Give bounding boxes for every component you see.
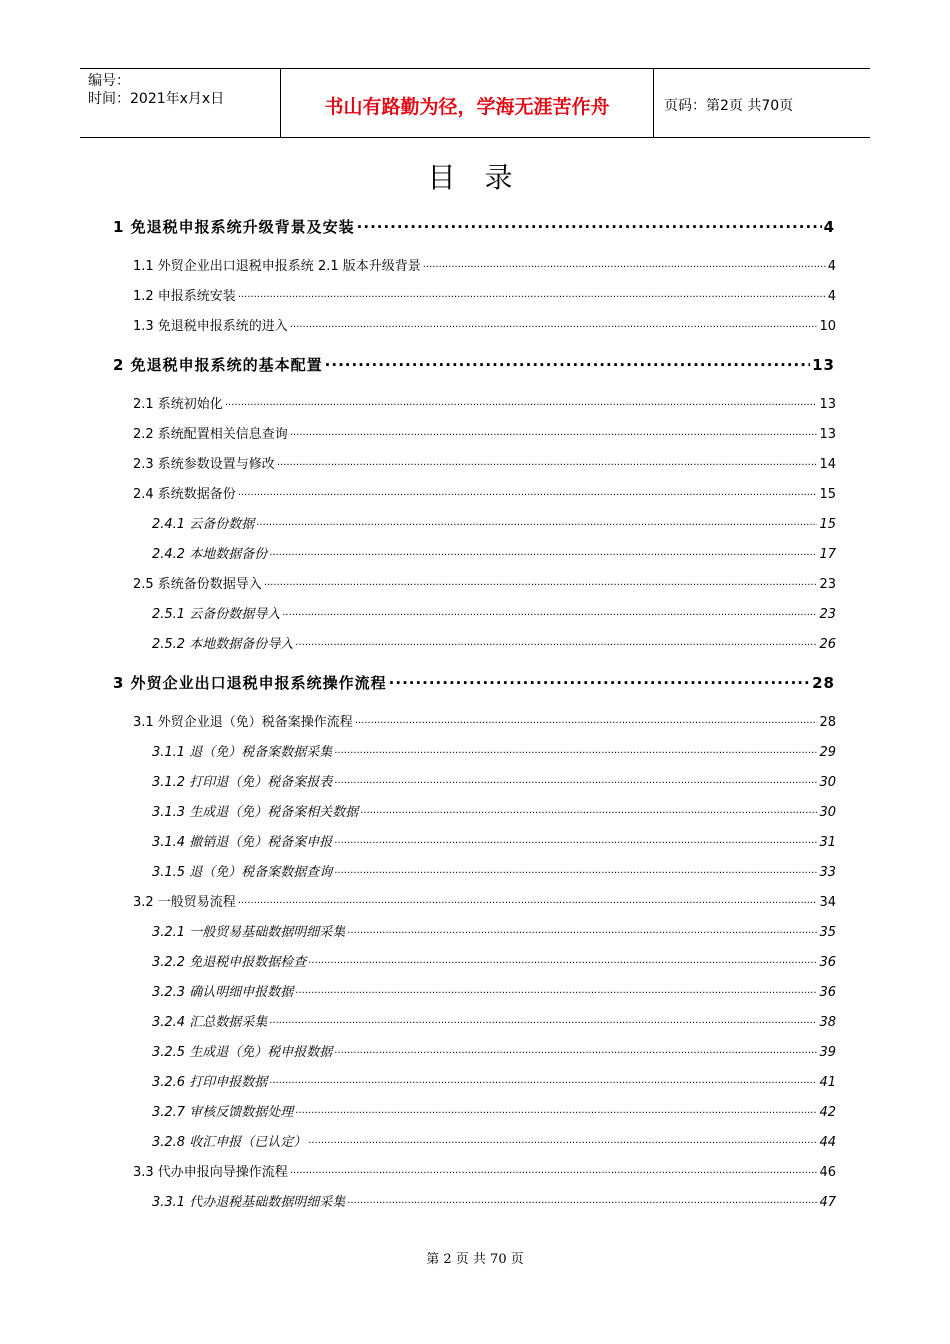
toc-dot-leader xyxy=(357,217,822,232)
toc-entry-label: 2.3 系统参数设置与修改 xyxy=(133,457,275,472)
toc-entry-label: 3.2.1 一般贸易基础数据明细采集 xyxy=(152,925,346,940)
toc-title: 目 录 xyxy=(427,161,523,194)
toc-entry-level-3[interactable] xyxy=(152,513,836,532)
toc-entry-level-2[interactable] xyxy=(133,255,836,274)
toc-entry-level-3[interactable] xyxy=(152,543,836,562)
toc-entry-level-1[interactable] xyxy=(113,672,835,693)
toc-entry-label: 2.1 系统初始化 xyxy=(133,397,223,412)
toc-entry-level-3[interactable] xyxy=(152,771,836,790)
toc-entry-label: 3.3 代办申报向导操作流程 xyxy=(133,1165,288,1180)
toc-entry-page-number: 14 xyxy=(819,457,836,472)
toc-dot-leader xyxy=(295,983,817,996)
toc-entry-page-number: 30 xyxy=(819,805,836,820)
toc-entry-level-2[interactable] xyxy=(133,285,836,304)
toc-entry-label: 2.5 系统备份数据导入 xyxy=(133,577,262,592)
toc-entry-page-number: 36 xyxy=(819,955,836,970)
toc-entry-level-2[interactable] xyxy=(133,315,836,334)
toc-entry-level-3[interactable] xyxy=(152,1011,836,1030)
toc-entry-page-number: 10 xyxy=(819,319,836,334)
toc-dot-leader xyxy=(269,1073,817,1086)
toc-entry-label: 3.1.2 打印退（免）税备案报表 xyxy=(152,775,333,790)
toc-entry-label: 2.5.2 本地数据备份导入 xyxy=(152,637,294,652)
toc-entry-label: 3.1.1 退（免）税备案数据采集 xyxy=(152,745,333,760)
toc-entry-level-3[interactable] xyxy=(152,861,836,880)
toc-dot-leader xyxy=(334,863,817,876)
toc-dot-leader xyxy=(290,317,818,330)
toc-dot-leader xyxy=(269,1013,817,1026)
toc-entry-page-number: 23 xyxy=(819,607,836,622)
toc-entry-label: 3.2.2 免退税申报数据检查 xyxy=(152,955,307,970)
toc-dot-leader xyxy=(308,1133,817,1146)
toc-entry-page-number: 15 xyxy=(819,517,836,532)
toc-entry-page-number: 47 xyxy=(819,1195,836,1210)
toc-entry-page-number: 30 xyxy=(819,775,836,790)
toc-entry-label: 2.4.1 云备份数据 xyxy=(152,517,255,532)
toc-entry-label: 1.3 免退税申报系统的进入 xyxy=(133,319,288,334)
toc-entry-page-number: 23 xyxy=(819,577,836,592)
toc-dot-leader xyxy=(334,1043,817,1056)
toc-entry-label: 2.4 系统数据备份 xyxy=(133,487,236,502)
toc-dot-leader xyxy=(277,455,818,468)
toc-entry-level-1[interactable] xyxy=(113,216,835,237)
toc-dot-leader xyxy=(389,673,810,688)
toc-entry-level-3[interactable] xyxy=(152,1071,836,1090)
toc-entry-level-3[interactable] xyxy=(152,951,836,970)
toc-entry-level-3[interactable] xyxy=(152,1041,836,1060)
toc-dot-leader xyxy=(238,893,818,906)
toc-dot-leader xyxy=(238,485,818,498)
toc-entry-level-3[interactable] xyxy=(152,1131,836,1150)
toc-entry-label: 3.1.4 撤销退（免）税备案申报 xyxy=(152,835,333,850)
number-label: 编号： xyxy=(88,73,130,89)
toc-dot-leader xyxy=(290,1163,818,1176)
toc-entry-page-number: 13 xyxy=(812,356,835,374)
toc-entry-level-3[interactable] xyxy=(152,921,836,940)
toc-entry-level-3[interactable] xyxy=(152,1101,836,1120)
toc-entry-page-number: 29 xyxy=(819,745,836,760)
toc-entry-level-3[interactable] xyxy=(152,603,836,622)
toc-entry-label: 3.2.6 打印申报数据 xyxy=(152,1075,268,1090)
toc-entry-page-number: 46 xyxy=(819,1165,836,1180)
toc-entry-page-number: 28 xyxy=(812,674,835,692)
time-label: 时间：2021年x月x日 xyxy=(88,91,225,107)
toc-entry-page-number: 34 xyxy=(819,895,836,910)
toc-entry-page-number: 17 xyxy=(819,547,836,562)
toc-entry-page-number: 28 xyxy=(819,715,836,730)
toc-entry-page-number: 35 xyxy=(819,925,836,940)
toc-entry-page-number: 44 xyxy=(819,1135,836,1150)
toc-entry-level-3[interactable] xyxy=(152,801,836,820)
toc-dot-leader xyxy=(334,833,817,846)
toc-entry-label: 3.1 外贸企业退（免）税备案操作流程 xyxy=(133,715,353,730)
toc-entry-level-2[interactable] xyxy=(133,711,836,730)
toc-dot-leader xyxy=(295,635,817,648)
toc-dot-leader xyxy=(282,605,817,618)
toc-entry-label: 3.1.3 生成退（免）税备案相关数据 xyxy=(152,805,359,820)
toc-entry-level-2[interactable] xyxy=(133,393,836,412)
toc-entry-level-3[interactable] xyxy=(152,633,836,652)
toc-dot-leader xyxy=(334,773,817,786)
toc-entry-page-number: 42 xyxy=(819,1105,836,1120)
toc-dot-leader xyxy=(238,287,826,300)
toc-entry-level-3[interactable] xyxy=(152,1191,836,1210)
page-footer: 第 2 页 共 70 页 xyxy=(426,1252,524,1267)
toc-dot-leader xyxy=(264,575,818,588)
header-motto: 书山有路勤为径，学海无涯苦作舟 xyxy=(281,69,654,137)
toc-entry-page-number: 4 xyxy=(823,218,835,236)
toc-entry-page-number: 31 xyxy=(819,835,836,850)
toc-entry-label: 1.1 外贸企业出口退税申报系统 2.1 版本升级背景 xyxy=(133,259,421,274)
toc-dot-leader xyxy=(423,257,826,270)
toc-entry-page-number: 13 xyxy=(819,427,836,442)
toc-dot-leader xyxy=(347,1193,817,1206)
toc-dot-leader xyxy=(290,425,818,438)
toc-entry-page-number: 15 xyxy=(819,487,836,502)
toc-dot-leader xyxy=(269,545,817,558)
toc-entry-label: 2.2 系统配置相关信息查询 xyxy=(133,427,288,442)
toc-entry-label: 2.5.1 云备份数据导入 xyxy=(152,607,281,622)
toc-entry-label: 3.3.1 代办退税基础数据明细采集 xyxy=(152,1195,346,1210)
toc-dot-leader xyxy=(256,515,817,528)
toc-dot-leader xyxy=(308,953,817,966)
toc-entry-label: 3.2.3 确认明细申报数据 xyxy=(152,985,294,1000)
toc-entry-label: 1.2 申报系统安装 xyxy=(133,289,236,304)
toc-entry-level-2[interactable] xyxy=(133,453,836,472)
toc-entry-level-2[interactable] xyxy=(133,483,836,502)
toc-entry-level-3[interactable] xyxy=(152,831,836,850)
page-header xyxy=(80,68,870,138)
toc-entry-label: 3.1.5 退（免）税备案数据查询 xyxy=(152,865,333,880)
toc-entry-label: 3.2 一般贸易流程 xyxy=(133,895,236,910)
toc-entry-label: 2.4.2 本地数据备份 xyxy=(152,547,268,562)
toc-entry-label: 3.2.4 汇总数据采集 xyxy=(152,1015,268,1030)
toc-dot-leader xyxy=(225,395,818,408)
header-page-info: 页码：第2页 共70页 xyxy=(664,98,794,114)
toc-entry-level-2[interactable] xyxy=(133,573,836,592)
header-meta-cell xyxy=(80,69,281,137)
toc-entry-level-1[interactable] xyxy=(113,354,835,375)
toc-entry-label: 2 免退税申报系统的基本配置 xyxy=(113,356,323,374)
toc-dot-leader xyxy=(347,923,817,936)
toc-entry-level-2[interactable] xyxy=(133,891,836,910)
toc-entry-label: 1 免退税申报系统升级背景及安装 xyxy=(113,218,355,236)
toc-entry-label: 3.2.7 审核反馈数据处理 xyxy=(152,1105,294,1120)
toc-entry-page-number: 4 xyxy=(827,259,836,274)
toc-entry-page-number: 4 xyxy=(827,289,836,304)
toc-entry-page-number: 26 xyxy=(819,637,836,652)
toc-entry-label: 3 外贸企业出口退税申报系统操作流程 xyxy=(113,674,387,692)
toc-dot-leader xyxy=(355,713,818,726)
toc-entry-level-2[interactable] xyxy=(133,1161,836,1180)
toc-entry-level-3[interactable] xyxy=(152,981,836,1000)
toc-entry-page-number: 36 xyxy=(819,985,836,1000)
toc-dot-leader xyxy=(334,743,817,756)
toc-entry-page-number: 41 xyxy=(819,1075,836,1090)
toc-entry-page-number: 33 xyxy=(819,865,836,880)
toc-entry-page-number: 13 xyxy=(819,397,836,412)
toc-entry-label: 3.2.8 收汇申报（已认定） xyxy=(152,1135,307,1150)
toc-entry-label: 3.2.5 生成退（免）税申报数据 xyxy=(152,1045,333,1060)
toc-entry-page-number: 38 xyxy=(819,1015,836,1030)
toc-entry-level-2[interactable] xyxy=(133,423,836,442)
toc-dot-leader xyxy=(295,1103,817,1116)
toc-entry-level-3[interactable] xyxy=(152,741,836,760)
toc-dot-leader xyxy=(325,355,810,370)
toc-dot-leader xyxy=(360,803,817,816)
toc-entry-page-number: 39 xyxy=(819,1045,836,1060)
